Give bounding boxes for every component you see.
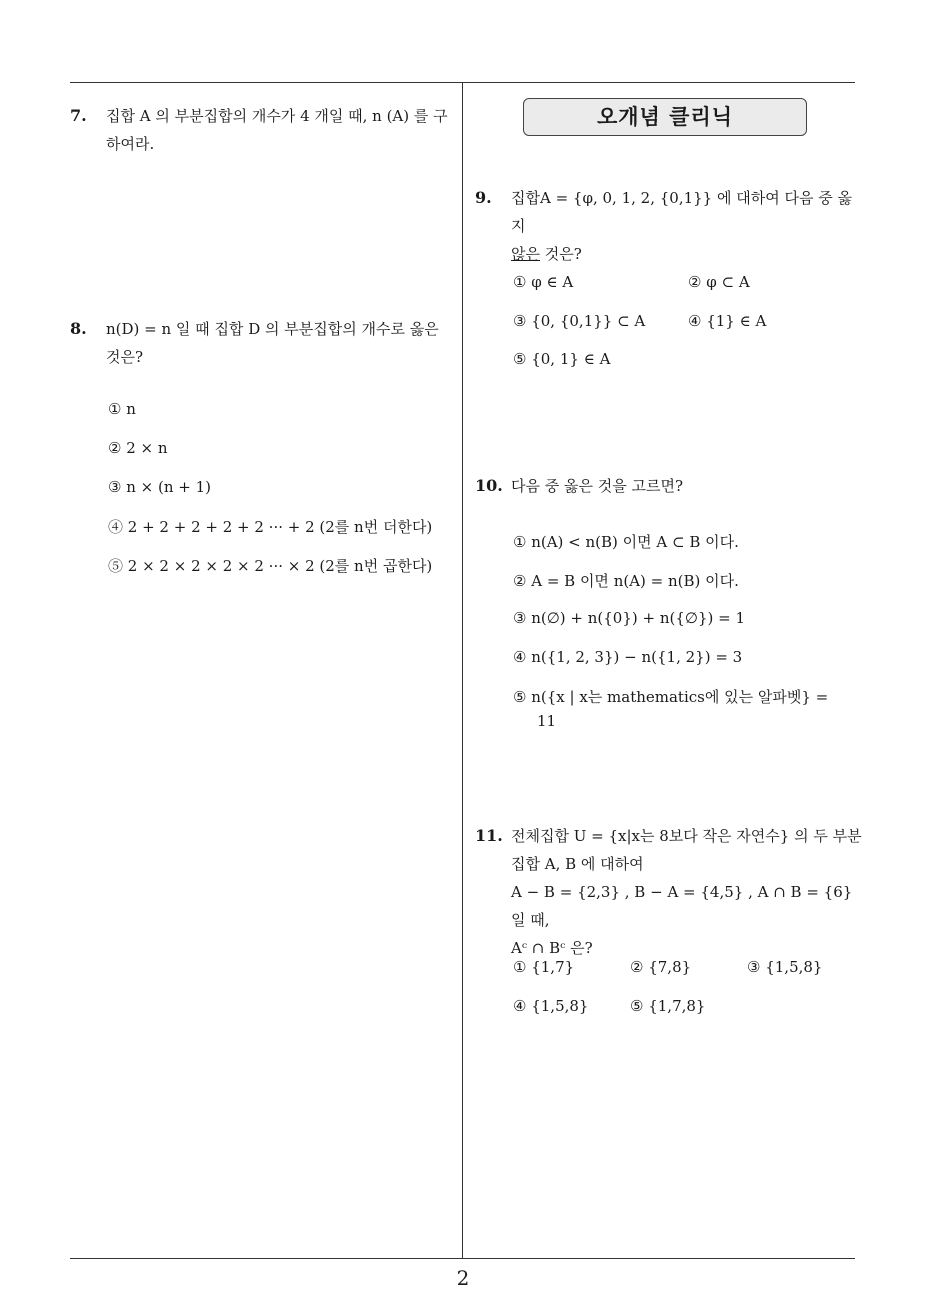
bottom-rule <box>70 1258 855 1259</box>
question-text: 집합 A 의 부분집합의 개수가 4 개일 때, n (A) 를 구하여라. <box>106 107 448 153</box>
q10-option-5-continued: 11 <box>537 712 557 730</box>
q9-option-2: ② φ ⊂ A <box>688 273 750 291</box>
q11-option-4: ④ {1,5,8} <box>513 997 589 1015</box>
q8-option-1: ① n <box>108 400 136 418</box>
question-number: 7. <box>70 106 87 125</box>
question-text-rest: 것은? <box>539 245 582 263</box>
question-text-line-2: 집합 A, B 에 대하여 <box>511 855 644 873</box>
q11-option-2: ② {7,8} <box>630 958 692 976</box>
q8-option-4: ④ 2 + 2 + 2 + 2 + 2 ··· + 2 (2를 n번 더한다) <box>108 518 433 536</box>
question-10 <box>475 472 860 500</box>
concept-clinic-banner: 오개념 클리닉 <box>523 98 807 136</box>
q11-option-3: ③ {1,5,8} <box>747 958 823 976</box>
q10-option-3: ③ n(∅) + n({0}) + n({∅}) = 1 <box>513 609 746 627</box>
page-number: 2 <box>456 1266 470 1290</box>
q8-option-3: ③ n × (n + 1) <box>108 478 211 496</box>
question-text-line-2 <box>475 240 860 268</box>
underlined-word: 않은 <box>511 245 540 263</box>
q8-option-2: ② 2 × n <box>108 439 168 457</box>
question-number: 8. <box>70 319 87 338</box>
question-text-line-3: A − B = {2,3} , B − A = {4,5} , A ∩ B = {6} 일 때, <box>511 883 853 929</box>
question-text-line-1: 전체집합 U = {x|x는 8보다 작은 자연수} 의 두 부분 <box>511 827 862 845</box>
question-text-line-1: 집합A = {φ, 0, 1, 2, {0,1}} 에 대하여 다음 중 옳지 <box>511 189 852 235</box>
q9-option-4: ④ {1} ∈ A <box>688 312 767 330</box>
column-divider <box>462 82 463 1258</box>
q10-option-4: ④ n({1, 2, 3}) − n({1, 2}) = 3 <box>513 648 743 666</box>
question-number: 9. <box>475 188 492 207</box>
q10-option-2: ② A = B 이면 n(A) = n(B) 이다. <box>513 572 739 590</box>
question-text: n(D) = n 일 때 집합 D 의 부분집합의 개수로 옳은 것은? <box>106 320 439 366</box>
q9-option-3: ③ {0, {0,1}} ⊂ A <box>513 312 646 330</box>
q10-option-1: ① n(A) < n(B) 이면 A ⊂ B 이다. <box>513 533 739 551</box>
q11-option-5: ⑤ {1,7,8} <box>630 997 706 1015</box>
q8-option-5: ⑤ 2 × 2 × 2 × 2 × 2 ··· × 2 (2를 n번 곱한다) <box>108 557 433 575</box>
q11-option-1: ① {1,7} <box>513 958 575 976</box>
question-text-line-4: Aᶜ ∩ Bᶜ 은? <box>511 939 593 957</box>
question-11 <box>475 822 865 962</box>
question-text: 다음 중 옳은 것을 고르면? <box>511 477 684 495</box>
q10-option-5: ⑤ n({x | x는 mathematics에 있는 알파벳} = <box>513 688 829 706</box>
q9-option-1: ① φ ∈ A <box>513 273 574 291</box>
question-number: 10. <box>475 476 503 495</box>
question-number: 11. <box>475 826 503 845</box>
q9-option-5: ⑤ {0, 1} ∈ A <box>513 350 611 368</box>
question-9 <box>475 184 860 268</box>
question-7 <box>70 102 455 158</box>
question-8 <box>70 315 455 371</box>
